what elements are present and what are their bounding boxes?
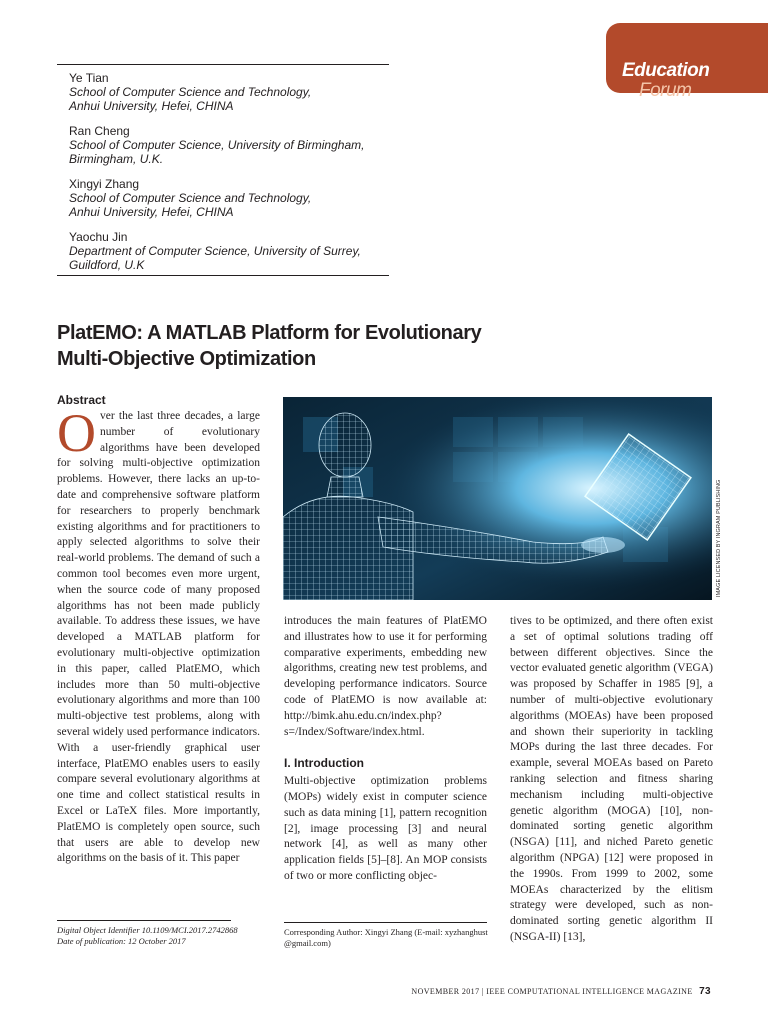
body-column-3 bbox=[510, 614, 713, 946]
abstract-body: ver the last three decades, a large number of evolutionary algorithms have been developed for solving multi-objective optimization problems. However, there lacks an up-to-date and comprehensive software platform for researchers to properly benchmark existing algorithms and for practitioners to apply selected algorithms to solve their real-world problems. The demand of such a common tool becomes even more urgent, when the source code of many proposed algorithms has not been made publicly available. To address these issues, we have developed a MATLAB platform for evolutionary multi-objective optimization in this paper, called PlatEMO, which includes more than 50 multi-objective evolutionary algorithms and more than 100 multi-objective test problems, along with several widely used performance indicators. With a user-friendly graphical user interface, PlatEMO enables users to easily compare several evolutionary algorithms at one time and collect statistical results in Excel or LaTeX files. More importantly, PlatEMO is completely open source, such that users are able to develop new algorithms on the basis of it. This paper bbox=[57, 410, 260, 865]
publication-date: Date of publication: 12 October 2017 bbox=[57, 936, 186, 946]
corresponding-author-footnote bbox=[284, 922, 487, 949]
hero-image bbox=[283, 397, 712, 600]
author-affiliation: School of Computer Science, University of Birmingham, Birmingham, U.K. bbox=[69, 138, 365, 166]
section-badge bbox=[606, 23, 768, 101]
intro-paragraph: Multi-objective optimization problems (MOPs) widely exist in computer science such as data mining [1], pattern recognition [2], image processing [3] and neural network [4], as well as many other application fields [5]–[8]. An MOP consists of two or more conflicting objec- bbox=[284, 775, 487, 882]
drop-cap: O bbox=[57, 403, 96, 463]
image-credit: IMAGE LICENSED BY INGRAM PUBLISHING bbox=[716, 479, 722, 597]
author-name: Ran Cheng bbox=[69, 124, 130, 138]
doi-footnote bbox=[57, 920, 238, 947]
section-heading: I. Introduction bbox=[284, 756, 364, 771]
badge-line-2: Forum bbox=[639, 80, 692, 101]
page-footer bbox=[411, 986, 711, 997]
author-entry bbox=[69, 177, 389, 219]
author-affiliation: Department of Computer Science, University of Surrey, Guildford, U.K bbox=[69, 244, 361, 272]
abstract-column bbox=[57, 403, 260, 867]
author-affiliation: School of Computer Science and Technology, Anhui University, Hefei, CHINA bbox=[69, 85, 312, 113]
body-column-2 bbox=[284, 614, 487, 885]
page-number: 73 bbox=[699, 986, 711, 997]
abstract-heading: Abstract bbox=[57, 393, 106, 407]
author-block bbox=[57, 64, 389, 276]
doi-text: Digital Object Identifier 10.1109/MCI.2017.2742868 bbox=[57, 925, 238, 935]
corresponding-line-1: Corresponding Author: Xingyi Zhang (E-mail: xyzhanghust bbox=[284, 927, 488, 937]
col3-paragraph: tives to be optimized, and there often exist a set of optimal solutions trading off between different objectives. Since the vector evaluated genetic algorithm (VEGA) was proposed by Schaffer in 1985 [9], a number of multi-objective evolutionary algorithms (MOEAs) have been proposed and shown their superiority in tackling MOPs during the last three decades. For example, several MOEAs based on Pareto ranking selection and fitness sharing mechanism including multi-objective genetic algorithm (MOGA) [10], non-dominated sorting genetic algorithm (NSGA) [11], and niched Pareto genetic algorithm (NPGA) [12] were proposed in the 1990s. From 1999 to 2002, some MOEAs characterized by the elitism strategy were developed, such as non-dominated sorting genetic algorithm II (NSGA-II) [13], bbox=[510, 615, 713, 943]
author-affiliation: School of Computer Science and Technology, Anhui University, Hefei, CHINA bbox=[69, 191, 312, 219]
author-name: Ye Tian bbox=[69, 71, 109, 85]
badge-line-1: Education bbox=[622, 60, 710, 81]
corresponding-line-2: @gmail.com) bbox=[284, 938, 331, 948]
footer-text: NOVEMBER 2017 | IEEE COMPUTATIONAL INTELLIGENCE MAGAZINE bbox=[411, 987, 693, 996]
article-title: PlatEMO: A MATLAB Platform for Evolutionary Multi-Objective Optimization bbox=[57, 322, 482, 370]
author-entry bbox=[69, 71, 389, 113]
author-name: Xingyi Zhang bbox=[69, 177, 140, 191]
author-entry bbox=[69, 230, 389, 272]
author-entry bbox=[69, 124, 389, 166]
author-name: Yaochu Jin bbox=[69, 230, 128, 244]
col2-paragraph: introduces the main features of PlatEMO and illustrates how to use it for performing comparative experiments, embedding new algorithms, creating new test problems, and developing performance indicators. Source code of PlatEMO is now available at: http://bimk.ahu.edu.cn/index.php?s=/Index/Software/index.html. bbox=[284, 615, 487, 738]
